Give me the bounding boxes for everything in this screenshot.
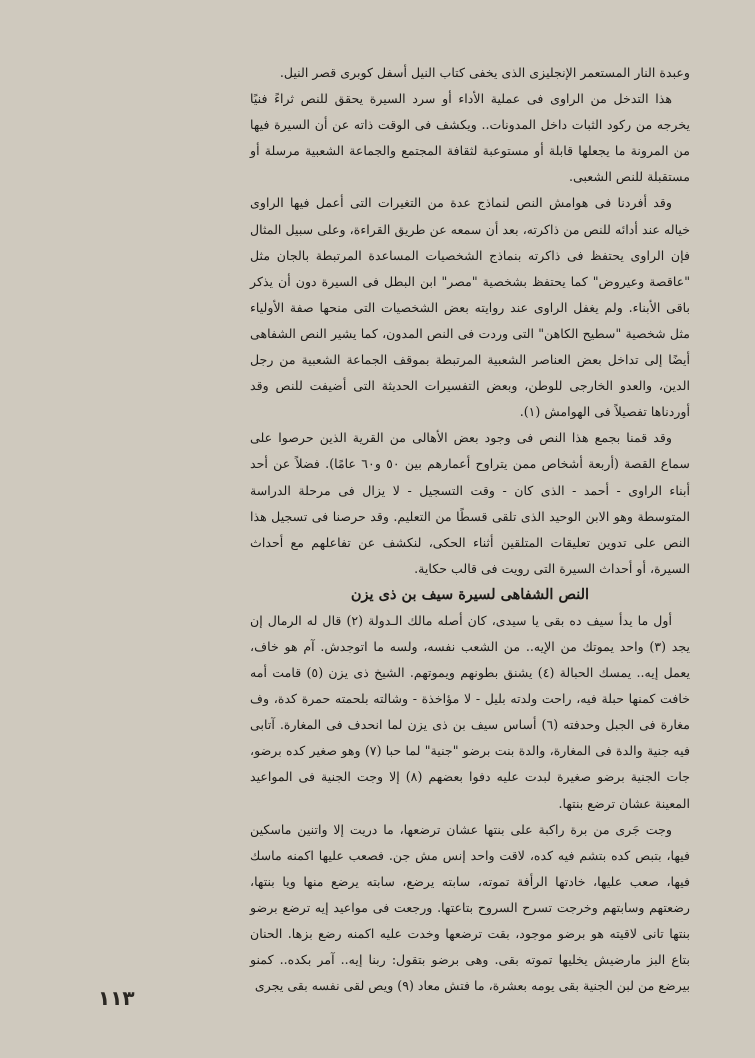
paragraph: وجت جَرى من برة راكبة على بنتها عشان ترضعها، ما دريت إلا واتنين ماسكين فيها، بتبص كده بتشم فيه كده، لاقت واحد إنس مش جن. فصعب عليها اكمنه ماسك فيها، صعب عليها، خادتها الرأفة تموته، سابته يرضع، سابته يرضع منها ويا بنتها، رضعتهم وسابتهم وخرجت تسرح السروح بتاعتها. ورجعت فى مواعيد إيه ترضع برضو بنتها تانى لاقيته هو برضو موجود، بقت ترضعها وخدت عليه اكمنه رضع بزها. الحنان بتاع البز مارضيش يخليها تموته بقى. وهى برضو بتقول: ربنا إيه.. آمر بكده.. كمنو بيرضع من لبن الجنية بقى يومه بعشرة، ما فتش معاد (٩) ويص لقى نفسه بقى يجرى xyxy=(250,821,690,994)
body-text xyxy=(250,60,690,999)
page-number: ١١٣ xyxy=(98,986,135,1010)
paragraph: أول ما يدأ سيف ده بقى يا سيدى، كان أصله مالك الـدولة (٢) قال له الرمال إن يجد (٣) واحد يموتك من الإيه.. من الشعب نفسه، ولسه ما اتوجدش. آم هو خاف، يعمل إيه.. يمسك الحبالة (٤) يشنق بطونهم ويموتهم. الشيخ ذى يزن (٥) قامت أمه خافت كمنها حبلة فيه، راحت ولدته بليل - لا مؤاخذة - وشالته بلحمته حمرة كدة، وف مغارة فى الجبل وحدفته (٦) أساس سيف بن ذى يزن لما انحدف فى المغارة. آتابى فيه جنية والدة فى المغارة، والدة بنت برضو "جنية" لما حبا (٧) وهو صغير كده برضو، جات الجنية برضو صغيرة لبدت عليه دفوا بعضهم (٨) إلا وجت الجنية فى المواعيد المعينة عشان ترضع بنتها. xyxy=(250,612,691,811)
paragraph: وقد أفردنا فى هوامش النص لنماذج عدة من التغيرات التى أعمل فيها الراوى خياله عند أدائه للنص من ذاكرته، بعد أن سمعه عن طريق القراءة، وعلى سبيل المثال فإن الراوى يحتفظ فى ذاكرته بنماذج الشخصيات المساعدة المرتبطة بالجان مثل "عاقصة وعيروض" كما يحتفظ بشخصية "مصر" ابن البطل فى السيرة دون أن يذكر باقى الأبناء. ولم يغفل الراوى عند روايته بعض الشخصيات التى منحها صفة الأولياء مثل شخصية "سطيح الكاهن" التى وردت فى النص المدون، كما يشير النص الشفاهى أيضًا إلى تداخل بعض العناصر الشعبية المرتبطة بموقف الجماعة الشعبية من رجل الدين، والعدو الخارجى للوطن، وبعض التفسيرات الحديثة التى أضيفت للنص وقد أوردناها تفصيلاً فى الهوامش (١). xyxy=(250,195,690,420)
section-heading: النص الشفاهى لسيرة سيف بن ذى يزن xyxy=(350,585,590,603)
paragraph: وعبدة النار المستعمر الإنجليزى الذى يخفى كتاب النيل أسفل كوبرى قصر النيل. xyxy=(279,65,690,80)
paragraph: هذا التدخل من الراوى فى عملية الأداء أو سرد السيرة يحقق للنص ثراءً فنيًا يخرجه من ركود الثبات داخل المدونات.. ويكشف فى الوقت ذاته عن أن السيرة فيها من المرونة ما يجعلها قابلة أو مستوعبة لثقافة المجتمع والجماعة الشعبية مرسلة أو مستقبلة للنص الشعبى. xyxy=(250,91,690,185)
paragraph: وقد قمنا بجمع هذا النص فى وجود بعض الأهالى من القرية الذين حرصوا على سماع القصة (أربعة أشخاص ممن يتراوح أعمارهم بين ٥٠ و٦٠ عامًا). فضلاً عن أحد أبناء الراوى - أحمد - الذى كان - وقت التسجيل - لا يزال فى مرحلة الدراسة المتوسطة وهو الابن الوحيد الذى تلقى قسطًا من التعليم. وقد حرصنا فى تسجيل هذا النص على تدوين تعليقات المتلقين أثناء الحكى، لنكشف عن تفاعلهم مع أحداث السيرة، أو أحداث السيرة التى رويت فى قالب حكاية. xyxy=(250,430,690,576)
